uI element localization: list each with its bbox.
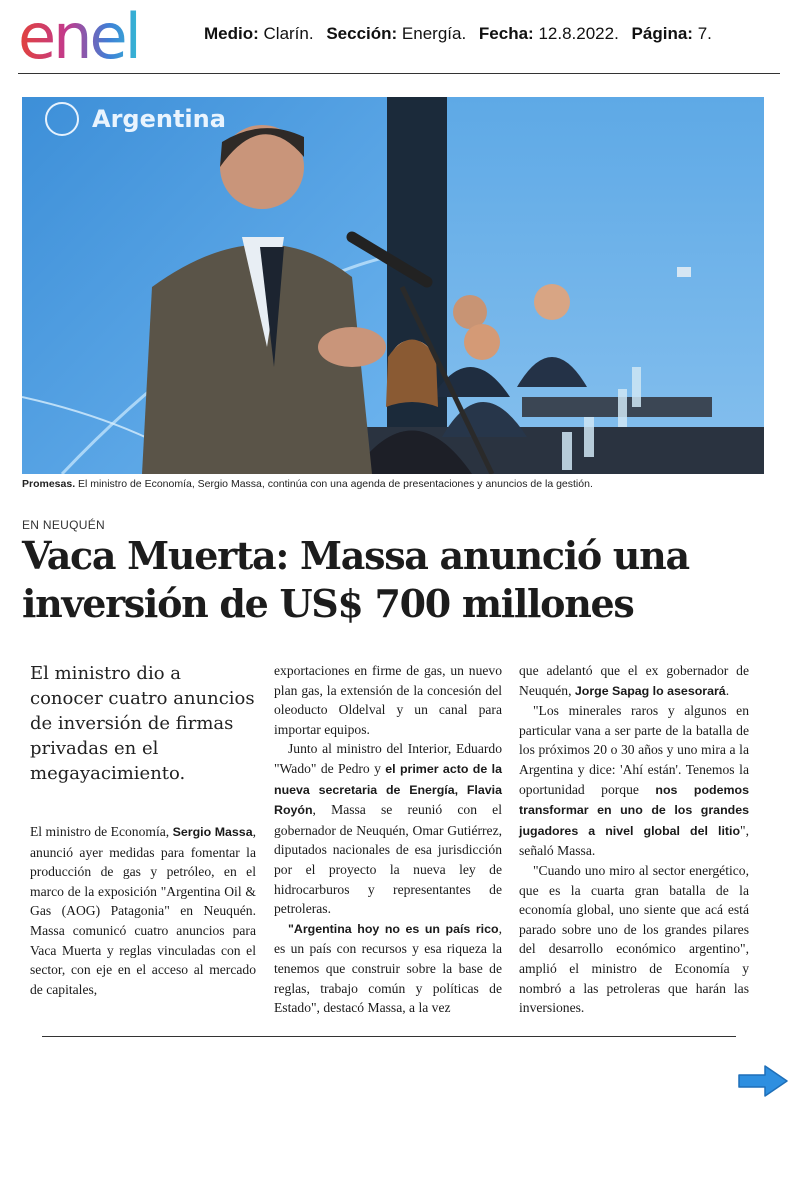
col2-p2-text-1: Junto al ministro del Interior, Eduardo "Wado" de Pedro y <box>274 741 502 776</box>
fecha-value: 12.8.2022. <box>538 24 619 43</box>
caption-lead: Promesas. <box>22 478 76 490</box>
header-divider <box>18 73 780 74</box>
backdrop-text: Argentina <box>92 105 226 133</box>
article-summary: El ministro dio a conocer cuatro anuncios de inversión de firmas privadas en el megayacimiento. <box>30 663 255 784</box>
col1-bold-1: Sergio Massa <box>172 825 253 839</box>
medio-value: Clarín. <box>263 24 314 43</box>
col1-text-2: , anunció ayer medidas para fomentar la producción de gas y petróleo, en el marco de la exposición "Argentina Oil & Gas (AOG) Patagonia" en Neuquén. Massa comunicó cuatro anuncios para Vaca Muerta y reglas vinculadas con el sector, con eje en el acceso al mercado de capitales, <box>30 824 256 997</box>
next-page-button[interactable] <box>737 1064 789 1098</box>
col3-p2-text-1: "Los minerales raros y algunos en particular vana a ser parte de la batalla de los próximos 20 o 30 años y uno mira a la Argentina y dice: 'Ahí están'. Tenemos la oportunidad porque <box>519 703 749 797</box>
enel-logo <box>18 8 170 66</box>
logo-text: enel <box>18 8 139 66</box>
article-kicker: EN NEUQUÉN <box>22 518 106 532</box>
col3-p1-bold-1: Jorge Sapag lo asesorará <box>574 683 726 698</box>
seccion-label: Sección: <box>326 24 398 43</box>
caption-text: El ministro de Economía, Sergio Massa, continúa con una agenda de presentaciones y anuncios de la gestión. <box>75 478 593 490</box>
arrow-right-icon <box>737 1064 789 1098</box>
pagina-value: 7. <box>697 24 712 43</box>
col2-p2-bold-1: el primer acto de la nueva secretaria de Energía, Flavia Royón <box>274 761 502 818</box>
article-headline: Vaca Muerta: Massa anunció una inversión de US$ 700 millones <box>22 533 689 626</box>
col2-p2-text-2: , Massa se reunió con el gobernador de Neuquén, Omar Gutiérrez, diputados nacionales de esa jurisdicción por el proyecto la nueva ley de hidrocarburos y representantes de petroleras. <box>274 802 502 917</box>
col3-paragraph-3: "Cuando uno miro al sector energético, que es la cuarta gran batalla de la economía global, uno siente que acá está parado sobre uno de los grandes pilares del desarrollo económico argentino", amplió el ministro de Economía y nombró a las petroleras que harán las inversiones. <box>519 862 749 1016</box>
pagina-label: Página: <box>631 24 693 43</box>
col2-p3-text-1: , es un país con recursos y esa riqueza la tenemos que construir sobre la base de reglas, trabajo común y políticas de Estado", destacó Massa, a la vez <box>274 920 502 1016</box>
col3-p2-bold-1: nos podemos transformar en uno de los grandes jugadores a nivel global del litio <box>519 782 749 838</box>
article-column-1 <box>30 822 256 999</box>
col3-p1-text-2: . <box>725 682 730 698</box>
article-column-2 <box>274 661 502 1018</box>
footer-divider <box>42 1036 736 1037</box>
medio-label: Medio: <box>204 24 259 43</box>
col2-paragraph-1: exportaciones en firme de gas, un nuevo plan gas, la extensión de la concesión del oleoducto Oldelval y un canal para importar equipos. <box>274 663 502 737</box>
photo-caption <box>22 478 782 490</box>
article-photo <box>22 97 764 474</box>
article-column-3 <box>519 661 749 1018</box>
seccion-value: Energía. <box>401 24 467 43</box>
col3-p2-text-2: ", señaló Massa. <box>519 822 749 859</box>
col2-p3-bold-1: "Argentina hoy no es un país rico <box>288 921 499 936</box>
col1-text-1: El ministro de Economía, <box>30 824 173 839</box>
col3-p1-text-1: que adelantó que el ex gobernador de Neuquén, <box>519 663 749 698</box>
source-metadata <box>204 24 712 44</box>
fecha-label: Fecha: <box>478 24 534 43</box>
